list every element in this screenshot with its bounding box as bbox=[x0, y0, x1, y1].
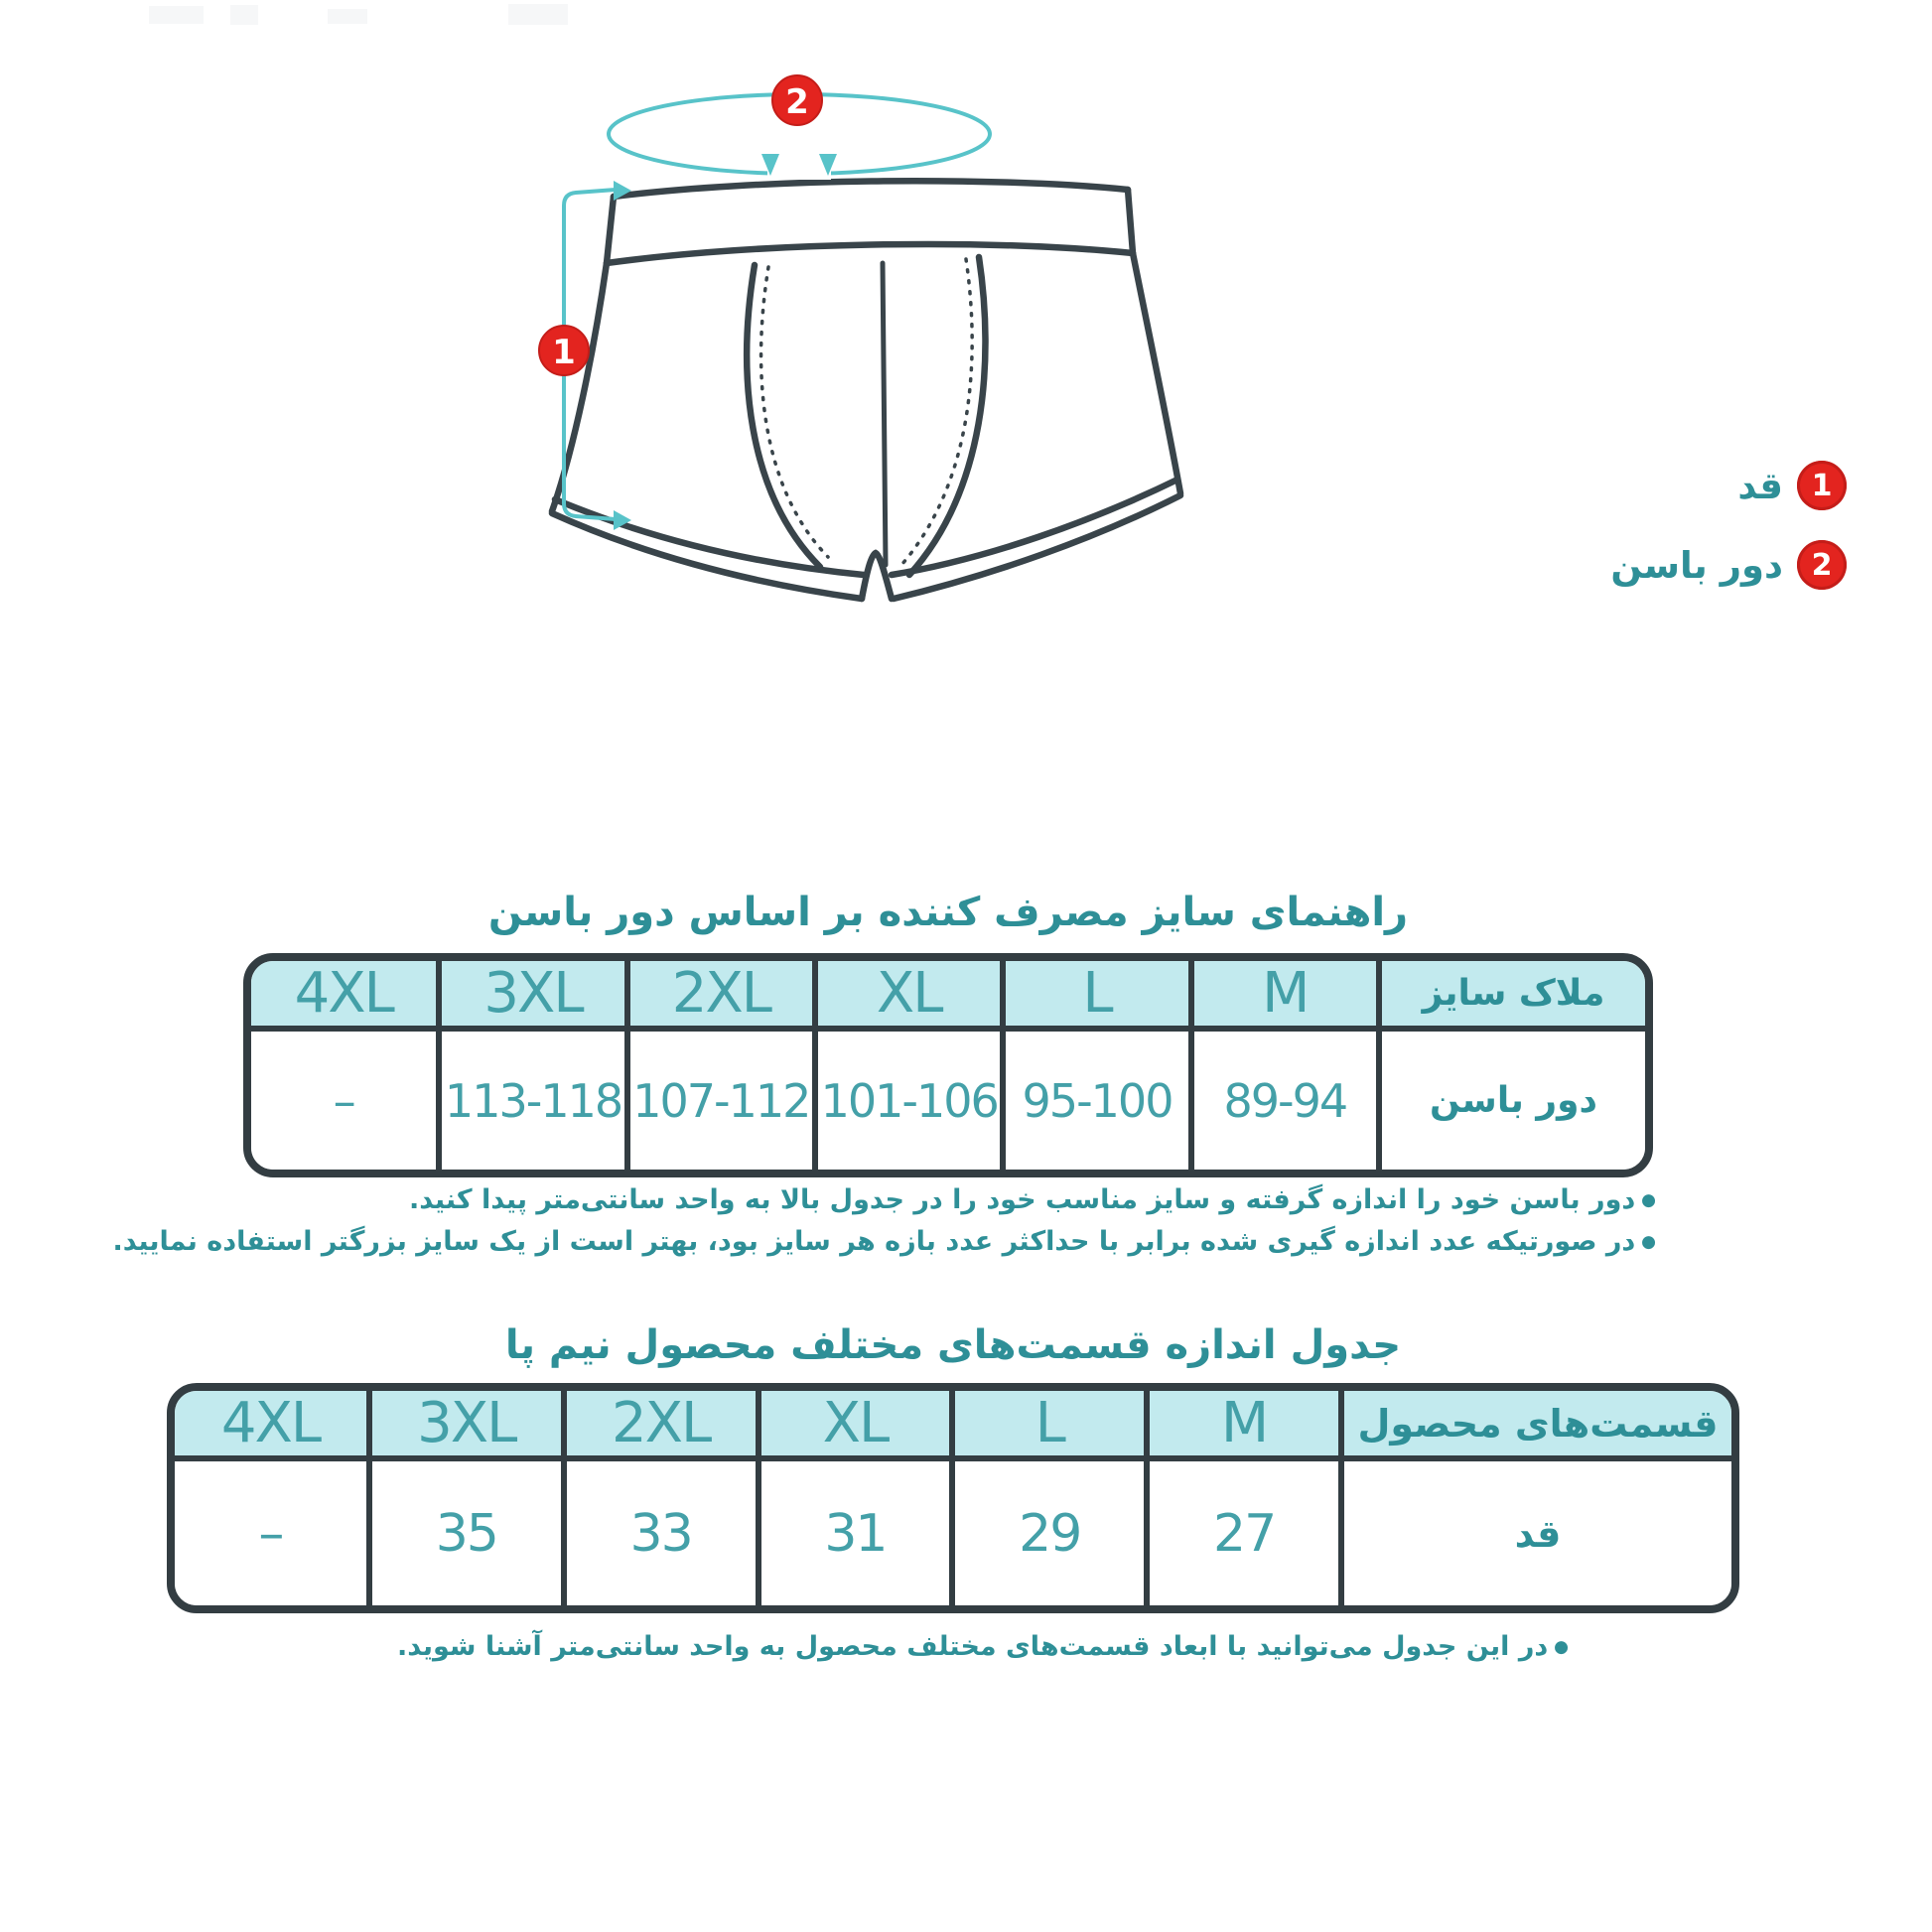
cropped-artifact bbox=[149, 6, 204, 24]
header-size-m: M bbox=[1191, 961, 1379, 1029]
table-header-row bbox=[251, 961, 1645, 1029]
legend-item-height bbox=[1610, 461, 1847, 510]
note-dimensions-cm: ● در این جدول می‌توانید با ابعاد قسمت‌های مختلف محصول به واحد سانتی‌متر آشنا شوید. bbox=[79, 1626, 1569, 1668]
header-size-l: L bbox=[952, 1391, 1147, 1458]
cropped-artifact bbox=[230, 5, 258, 25]
row-label-hip: دور باسن bbox=[1379, 1029, 1645, 1170]
cropped-artifact bbox=[328, 9, 367, 24]
note-size-up: ● در صورتیکه عدد اندازه گیری شده برابر با حداکثر عدد بازه هر سایز بود، بهتر است از یک سایز بزرگتر استفاده نمایید. bbox=[107, 1221, 1656, 1263]
header-size-2xl: 2XL bbox=[627, 961, 815, 1029]
height-val-3xl: 35 bbox=[369, 1458, 564, 1605]
marker-2-number: 2 bbox=[785, 82, 809, 122]
size-guide-notes bbox=[107, 1179, 1656, 1263]
table-row-height bbox=[175, 1458, 1731, 1605]
legend-item-hip bbox=[1610, 540, 1847, 590]
header-size-m: M bbox=[1147, 1391, 1341, 1458]
cropped-artifact bbox=[508, 4, 568, 25]
header-product-parts: قسمت‌های محصول bbox=[1341, 1391, 1731, 1458]
legend-badge-2: 2 bbox=[1797, 540, 1847, 590]
product-dimensions-table bbox=[167, 1383, 1739, 1613]
product-dimensions-note bbox=[79, 1626, 1569, 1668]
height-val-m: 27 bbox=[1147, 1458, 1341, 1605]
measurement-legend bbox=[1610, 461, 1847, 620]
header-size-4xl: 4XL bbox=[251, 961, 439, 1029]
height-val-4xl: – bbox=[175, 1458, 369, 1605]
header-size-3xl: 3XL bbox=[369, 1391, 564, 1458]
header-size-3xl: 3XL bbox=[439, 961, 626, 1029]
table-row-hip bbox=[251, 1029, 1645, 1170]
height-val-xl: 31 bbox=[759, 1458, 953, 1605]
legend-badge-1: 1 bbox=[1797, 461, 1847, 510]
header-size-2xl: 2XL bbox=[564, 1391, 759, 1458]
header-size-xl: XL bbox=[759, 1391, 953, 1458]
boxer-measurement-diagram bbox=[427, 55, 1201, 640]
hip-range-3xl: 113-118 bbox=[439, 1029, 626, 1170]
height-measure-line bbox=[539, 181, 631, 530]
header-size-xl: XL bbox=[815, 961, 1003, 1029]
header-size-4xl: 4XL bbox=[175, 1391, 369, 1458]
hip-range-2xl: 107-112 bbox=[627, 1029, 815, 1170]
legend-label-hip: دور باسن bbox=[1610, 543, 1783, 587]
boxer-outline bbox=[552, 181, 1180, 599]
header-size-criterion: ملاک سایز bbox=[1379, 961, 1645, 1029]
note-measure-hip: ● دور باسن خود را اندازه گرفته و سایز مناسب خود را در جدول بالا به واحد سانتی‌متر پیدا کنید. bbox=[107, 1179, 1656, 1221]
hip-range-xl: 101-106 bbox=[815, 1029, 1003, 1170]
row-label-height: قد bbox=[1341, 1458, 1731, 1605]
size-guide-title: راهنمای سایز مصرف کننده بر اساس دور باسن bbox=[487, 890, 1409, 935]
marker-1-number: 1 bbox=[552, 333, 576, 372]
height-val-2xl: 33 bbox=[564, 1458, 759, 1605]
hip-range-l: 95-100 bbox=[1003, 1029, 1190, 1170]
hip-range-m: 89-94 bbox=[1191, 1029, 1379, 1170]
table-header-row bbox=[175, 1391, 1731, 1458]
height-val-l: 29 bbox=[952, 1458, 1147, 1605]
hip-range-4xl: – bbox=[251, 1029, 439, 1170]
legend-label-height: قد bbox=[1737, 464, 1783, 507]
hip-measure-ellipse bbox=[609, 75, 990, 180]
product-dimensions-title: جدول اندازه قسمت‌های مختلف محصول نیم پا bbox=[504, 1322, 1402, 1368]
header-size-l: L bbox=[1003, 961, 1190, 1029]
size-guide-table bbox=[243, 953, 1653, 1177]
